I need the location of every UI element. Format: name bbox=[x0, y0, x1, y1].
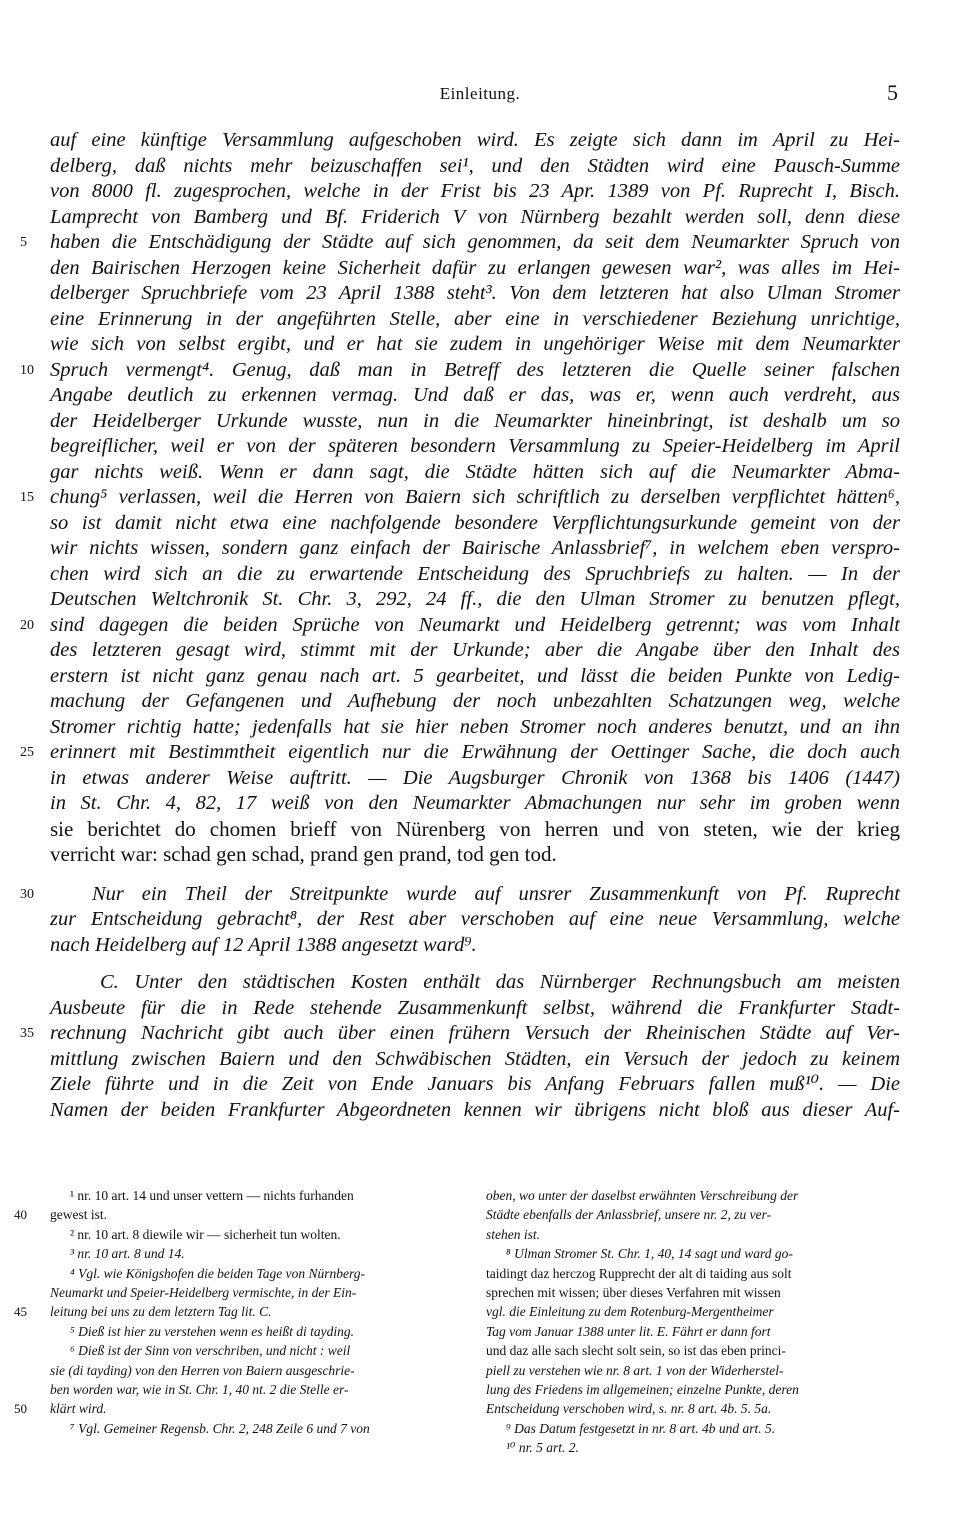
text-line: von 8000 fl. zugesprochen, welche in der Frist bis 23 Apr. 1389 von Pf. Ruprecht I, Bisch. bbox=[50, 180, 900, 202]
footnote-line: ⁴ Vgl. wie Königshofen die beiden Tage von Nürnberg- bbox=[70, 1265, 366, 1281]
text-line: 20 sind dagegen die beiden Sprüche von Neumarkt und Heidelberg getrennt; was vom Inhalt bbox=[50, 613, 900, 639]
text-line: erstern ist nicht ganz genau nach art. 5 gearbeitet, und lässt die beiden Punkte von Ledig- bbox=[50, 664, 900, 687]
text-line: nach Heidelberg auf 12 April 1388 angesetzt ward⁹. bbox=[50, 933, 477, 956]
footnote-line: Entscheidung verschoben wird, s. nr. 8 art. 4b. 5. 5a. bbox=[486, 1401, 772, 1417]
quoted-line: verricht war: schad gen schad, prand gen prand, tod gen tod. bbox=[50, 842, 557, 866]
footnote-line: ¹ nr. 10 art. 14 und unser vettern — nichts furhanden bbox=[70, 1188, 354, 1203]
footnote-line: 40 gewest ist. bbox=[50, 1205, 458, 1224]
footnote-line: ² nr. 10 art. 8 diewile wir — sicherheit tun wolten. bbox=[70, 1226, 341, 1242]
section-c-line: C. Unter den städtischen Kosten enthält das Nürnberger Rechnungsbuch am meisten bbox=[100, 971, 900, 993]
footnote-line: ¹⁰ nr. 5 art. 2. bbox=[506, 1440, 579, 1456]
text-line: begreiflicher, weil er von der späteren besondern Versammlung zu Speier-Heidelberg im April bbox=[50, 435, 900, 457]
page-header bbox=[0, 80, 960, 112]
text-line: delberg, daß nichts mehr beizuschaffen sei¹, und den Städten wird eine Pausch-Summe bbox=[50, 154, 900, 177]
text-line: wir nichts wissen, sondern ganz einfach der Bairische Anlassbrief⁷, in welchem eben verspro- bbox=[50, 537, 900, 559]
text-line: gar nichts weiß. Wenn er dann sagt, die Städte hätten sich auf die Neumarkter Abma- bbox=[50, 460, 900, 483]
text-line: Deutschen Weltchronik St. Chr. 3, 292, 24 ff., die den Ulman Stromer zu benutzen pflegt, bbox=[50, 588, 900, 610]
footnote-line: piell zu verstehen wie nr. 8 art. 1 von der Widerherstel- bbox=[486, 1362, 784, 1378]
footnote-line: stehen ist. bbox=[486, 1226, 540, 1242]
text-line: 5 haben die Entschädigung der Städte auf sich genommen, da seit dem Neumarkter Spruch von bbox=[50, 230, 900, 256]
text-line: des letzteren gesagt wird, stimmt mit der Urkunde; aber die Angabe über den Inhalt des bbox=[50, 639, 900, 661]
line-number: 25 bbox=[20, 745, 34, 760]
footnotes-right-column bbox=[486, 1186, 900, 1458]
main-text bbox=[20, 128, 900, 1123]
footnote-line: ³ nr. 10 art. 8 und 14. bbox=[70, 1246, 185, 1262]
line-number: 40 bbox=[14, 1207, 27, 1223]
footnote-line: oben, wo unter der daselbst erwähnten Verschreibung der bbox=[486, 1188, 799, 1203]
footnote-line: ben worden war, wie in St. Chr. 1, 40 nt. 2 die Stelle er- bbox=[50, 1382, 349, 1398]
footnote-line: lung des Friedens im allgemeinen; einzelne Punkte, deren bbox=[486, 1382, 799, 1398]
line-number: 50 bbox=[14, 1401, 27, 1417]
text-line: delberger Spruchbriefe vom 23 April 1388 steht³. Von dem letzteren hat also Ulman Stromer bbox=[50, 282, 900, 304]
text-line: 35 rechnung Nachricht gibt auch über einen frühern Versuch der Rheinischen Städte auf Ver- bbox=[50, 1021, 900, 1047]
text-line: 15 chung⁵ verlassen, weil die Herren von Baiern sich schriftlich zu derselben verpflichtet hätten⁶, bbox=[50, 485, 900, 511]
footnote-line: und daz alle sach slecht solt sein, so ist das eben princi- bbox=[486, 1343, 786, 1359]
text-line: machung der Gefangenen und Aufhebung der noch unbezahlten Schatzungen weg, welche bbox=[50, 690, 900, 712]
footnote-line: sprechen mit wissen; über dieses Verfahren mit wissen bbox=[486, 1285, 781, 1301]
text-line: zur Entscheidung gebracht⁸, der Rest aber verschoben auf eine neue Versammlung, welche bbox=[50, 908, 900, 930]
footnote-line: taidingt daz herczog Rupprecht der alt di taiding aus solt bbox=[486, 1265, 792, 1281]
footnote-line: Neumarkt und Speier-Heidelberg vermischte, in der Ein- bbox=[50, 1285, 357, 1301]
footnote-line: Städte ebenfalls der Anlassbrief, unsere nr. 2, zu ver- bbox=[486, 1207, 772, 1223]
text-line: der Heidelberger Urkunde wusste, nun in die Neumarkter hineinbringt, ist deshalb um so bbox=[50, 409, 900, 432]
text-line: auf eine künftige Versammlung aufgeschoben wird. Es zeigte sich dann im April zu Hei- bbox=[50, 129, 900, 151]
line-number: 15 bbox=[20, 490, 34, 505]
footnote-line: vgl. die Einleitung zu dem Rotenburg-Mergentheimer bbox=[486, 1304, 774, 1320]
quoted-line: sie berichtet do chomen brieff von Nürenberg von herren und von steten, wie der krieg bbox=[50, 816, 900, 841]
text-line: in St. Chr. 4, 82, 17 weiß von den Neumarkter Abmachungen nur sehr im groben wenn bbox=[50, 792, 900, 814]
line-number: 45 bbox=[14, 1304, 27, 1320]
line-number: 20 bbox=[20, 617, 34, 633]
footnote-line: ⁵ Dieß ist hier zu verstehen wenn es heißt di tayding. bbox=[70, 1323, 355, 1339]
text-line: Ausbeute für die in Rede stehende Zusammenkunft selbst, während die Frankfurter Stadt- bbox=[50, 996, 900, 1019]
text-line: 25 erinnert mit Bestimmtheit eigentlich nur die Erwähnung der Oettinger Sache, die doch auch bbox=[50, 740, 900, 766]
text-line: 30 Nur ein Theil der Streitpunkte wurde auf unsrer Zusammenkunft von Pf. Ruprecht bbox=[50, 882, 900, 908]
line-number: 10 bbox=[20, 362, 34, 378]
text-line: mittlung zwischen Baiern und den Schwäbischen Städten, ein Versuch der jedoch zu keinem bbox=[50, 1047, 900, 1070]
running-head: Einleitung. bbox=[439, 84, 521, 103]
footnote-line: ⁶ Dieß ist der Sinn von verschriben, und nicht : weil bbox=[70, 1343, 351, 1359]
footnote-line: ⁸ Ulman Stromer St. Chr. 1, 40, 14 sagt und ward go- bbox=[506, 1246, 793, 1262]
text-line: Angabe deutlich zu erkennen vermag. Und daß er das, was er, wenn auch verdreht, aus bbox=[50, 384, 900, 406]
text-line: den Bairischen Herzogen keine Sicherheit dafür zu erlangen gewesen war², was alles im Hei- bbox=[50, 256, 900, 279]
footnote-line: ⁹ Das Datum festgesetzt in nr. 8 art. 4b und art. 5. bbox=[506, 1420, 776, 1436]
text-line: Namen der beiden Frankfurter Abgeordneten kennen wir übrigens nicht bloß aus dieser Auf- bbox=[50, 1098, 900, 1121]
text-line: 10 Spruch vermengt⁴. Genug, daß man in Betreff des letzteren die Quelle seiner falschen bbox=[50, 358, 900, 384]
footnote-line: Tag vom Januar 1388 unter lit. E. Fährt er dann fort bbox=[486, 1323, 771, 1339]
text-line: Ziele führte und in die Zeit von Ende Januars bis Anfang Februars fallen muß¹⁰. — Die bbox=[50, 1073, 900, 1095]
page-number: 5 bbox=[887, 80, 898, 105]
text-line: Lamprecht von Bamberg und Bf. Friderich V von Nürnberg bezahlt werden soll, denn diese bbox=[50, 205, 900, 228]
footnote-line: sie (di tayding) von den Herren von Baiern ausgeschrie- bbox=[50, 1362, 355, 1378]
footnote-line: 45 leitung bei uns zu dem letztern Tag lit. C. bbox=[50, 1302, 458, 1321]
line-number: 5 bbox=[20, 235, 27, 250]
text-line: chen wird sich an die zu erwartende Entscheidung des Spruchbriefs zu halten. — In der bbox=[50, 562, 900, 585]
footnotes-left-column bbox=[14, 1186, 458, 1438]
text-line: in etwas anderer Weise auftritt. — Die Augsburger Chronik von 1368 bis 1406 (1447) bbox=[50, 766, 900, 789]
line-number: 30 bbox=[20, 886, 34, 902]
text-line: so ist damit nicht etwa eine nachfolgende besondere Verpflichtungsurkunde gemeint von der bbox=[50, 511, 900, 534]
footnote-line: 50 klärt wird. bbox=[50, 1399, 458, 1418]
footnote-line: ⁷ Vgl. Gemeiner Regensb. Chr. 2, 248 Zeile 6 und 7 von bbox=[70, 1420, 370, 1436]
text-line: eine Erinnerung in der angeführten Stelle, aber eine in verschiedener Beziehung unrichtige, bbox=[50, 307, 900, 330]
text-line: wie sich von selbst ergibt, und er hat sie zudem in ungehöriger Weise mit dem Neumarkter bbox=[50, 333, 900, 355]
line-number: 35 bbox=[20, 1026, 34, 1041]
text-line: Stromer richtig hatte; jedenfalls hat sie hier neben Stromer noch anderes benutzt, und an ihn bbox=[50, 715, 900, 738]
